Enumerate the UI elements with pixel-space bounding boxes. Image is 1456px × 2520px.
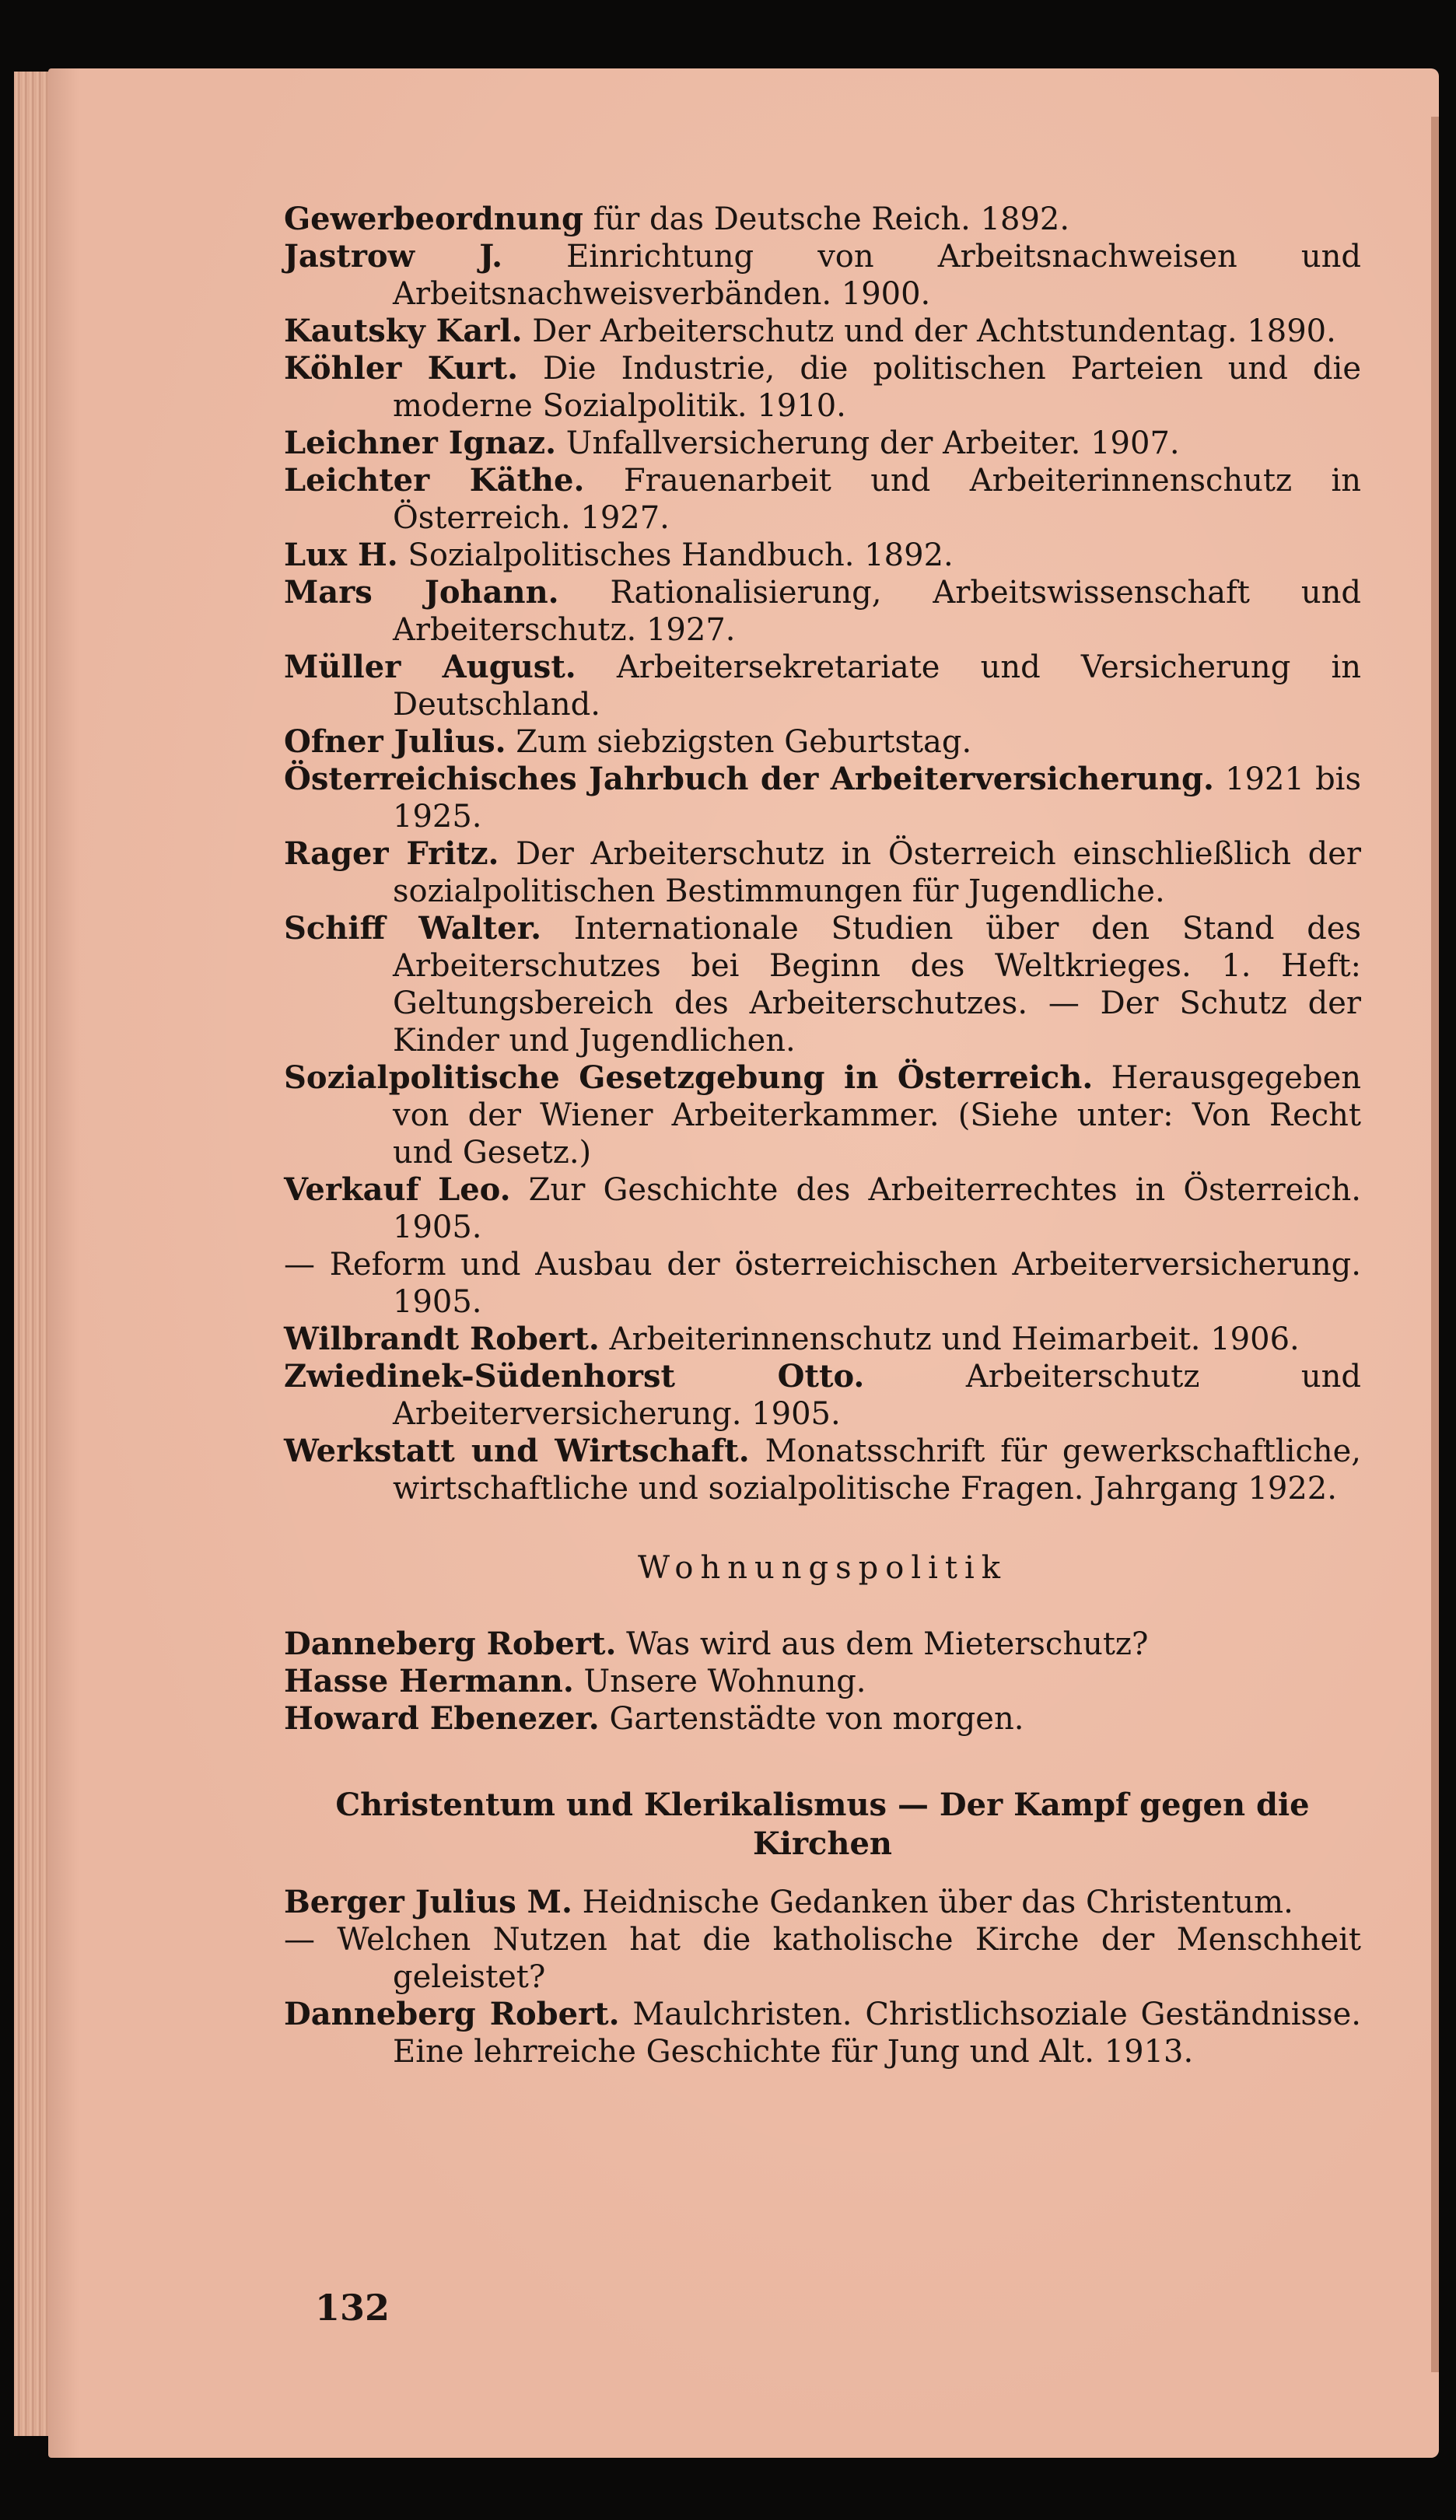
bib-text: Internationale Studien über den Stand des Arbeiterschutzes bei Beginn des Weltkrieges. 1. Heft: Geltungsbereich des Arbeiterschutzes. — Der Schutz der Kinder und Jugendlichen. (393, 911, 1361, 1059)
bib-entry (284, 238, 1361, 313)
bib-text: Der Arbeiterschutz und der Achtstundentag. 1890. (522, 313, 1336, 349)
bib-author: Mars Johann. (284, 574, 559, 611)
bib-text: für das Deutsche Reich. 1892. (583, 201, 1070, 237)
bib-author: Österreichisches Jahrbuch der Arbeiterversicherung. (284, 761, 1214, 797)
bib-text: 1921 bis 1925. (393, 761, 1361, 835)
bib-text: Die Industrie, die politischen Parteien und die moderne Sozialpolitik. 1910. (393, 351, 1361, 424)
bib-entry (284, 1921, 1361, 1996)
bib-entry (284, 910, 1361, 1059)
bib-author: Jastrow J. (284, 238, 503, 275)
bib-text: Unfallversicherung der Arbeiter. 1907. (556, 425, 1180, 461)
bib-author: Müller August. (284, 649, 576, 685)
bib-author: Rager Fritz. (284, 835, 499, 872)
bib-entry (284, 425, 1361, 462)
bib-text: Arbeitersekretariate und Versicherung in Deutschland. (393, 649, 1361, 723)
bib-author: Sozialpolitische Gesetzgebung in Österreich. (284, 1059, 1094, 1096)
bib-author: Leichner Ignaz. (284, 425, 557, 461)
bib-entry (284, 1246, 1361, 1321)
bib-text: Rationalisierung, Arbeitswissenschaft und Arbeiterschutz. 1927. (393, 575, 1361, 648)
bib-author: Schiff Walter. (284, 910, 542, 947)
bib-text: Zur Geschichte des Arbeiterrechtes in Österreich. 1905. (393, 1172, 1362, 1245)
bib-text: Arbeiterschutz und Arbeiterversicherung. 1905. (393, 1359, 1361, 1432)
section-heading-church: Christentum und Klerikalismus — Der Kampf gegen die Kirchen (335, 1787, 1310, 1862)
bib-author: Wilbrandt Robert. (284, 1321, 600, 1357)
bib-text: — Reform und Ausbau der österreichischen Arbeiterversicherung. 1905. (284, 1247, 1361, 1320)
bib-entry (284, 1059, 1361, 1171)
bib-entry (284, 1663, 1361, 1700)
bib-author: Köhler Kurt. (284, 350, 519, 387)
bib-entry (284, 462, 1361, 537)
bib-text: Heidnische Gedanken über das Christentum. (572, 1885, 1293, 1920)
bib-entry (284, 1996, 1361, 2070)
bib-text: Maulchristen. Christlichsoziale Geständnisse. Eine lehrreiche Geschichte für Jung und Alt. 1913. (393, 1997, 1361, 2070)
page-content (284, 201, 1361, 2070)
bib-author: Leichter Käthe. (284, 462, 585, 499)
bib-author: Howard Ebenezer. (284, 1700, 600, 1737)
bib-text: Frauenarbeit und Arbeiterinnenschutz in Österreich. 1927. (393, 463, 1362, 536)
bib-entry (284, 313, 1361, 350)
housing-bibliography (284, 1626, 1361, 1738)
section-heading-housing: Wohnungspolitik (637, 1550, 1008, 1586)
bib-text: Der Arbeiterschutz in Österreich einschließlich der sozialpolitischen Bestimmungen für Jugendliche. (393, 836, 1362, 909)
bib-text: Einrichtung von Arbeitsnachweisen und Arbeitsnachweisverbänden. 1900. (393, 239, 1361, 312)
bib-author: Ofner Julius. (284, 723, 506, 760)
right-page-edge (1431, 117, 1439, 2372)
bib-entry (284, 835, 1361, 910)
bib-text: Unsere Wohnung. (573, 1664, 866, 1699)
bib-entry (284, 723, 1361, 761)
bib-entry (284, 761, 1361, 835)
bib-author: Zwiedinek-Südenhorst Otto. (284, 1358, 865, 1395)
bib-text: Gartenstädte von morgen. (599, 1701, 1024, 1737)
bib-author: Werkstatt und Wirtschaft. (284, 1433, 750, 1469)
bib-entry (284, 574, 1361, 649)
bib-entry (284, 1626, 1361, 1663)
bib-entry (284, 1358, 1361, 1433)
bib-text: Monatsschrift für gewerkschaftliche, wirtschaftliche und sozialpolitische Fragen. Jahrgang 1922. (393, 1433, 1361, 1507)
bib-entry (284, 1884, 1361, 1921)
bib-author: Danneberg Robert. (284, 1626, 617, 1662)
bib-author: Berger Julius M. (284, 1884, 572, 1920)
bib-author: Verkauf Leo. (284, 1171, 511, 1208)
bib-entry (284, 537, 1361, 574)
bib-author: Gewerbeordnung (284, 201, 583, 237)
bib-entry (284, 350, 1361, 425)
bib-entry (284, 1433, 1361, 1507)
bib-entry (284, 1700, 1361, 1738)
labour-bibliography (284, 201, 1361, 1507)
bib-text: Herausgegeben von der Wiener Arbeiterkammer. (Siehe unter: Von Recht und Gesetz.) (393, 1060, 1361, 1171)
bib-text: — Welchen Nutzen hat die katholische Kirche der Menschheit geleistet? (284, 1922, 1361, 1995)
bib-entry (284, 1171, 1361, 1246)
bib-author: Lux H. (284, 537, 398, 573)
bib-author: Kautsky Karl. (284, 313, 523, 349)
bib-entry (284, 649, 1361, 723)
church-bibliography (284, 1884, 1361, 2070)
bib-author: Hasse Hermann. (284, 1663, 574, 1699)
bib-text: Was wird aus dem Mieterschutz? (616, 1626, 1149, 1662)
bib-text: Zum siebzigsten Geburtstag. (506, 724, 972, 760)
bib-text: Sozialpolitisches Handbuch. 1892. (397, 537, 954, 573)
bib-text: Arbeiterinnenschutz und Heimarbeit. 1906. (599, 1321, 1300, 1357)
bib-author: Danneberg Robert. (284, 1996, 620, 2032)
page-number: 132 (315, 2287, 390, 2329)
bib-entry (284, 201, 1361, 238)
bib-entry (284, 1321, 1361, 1358)
